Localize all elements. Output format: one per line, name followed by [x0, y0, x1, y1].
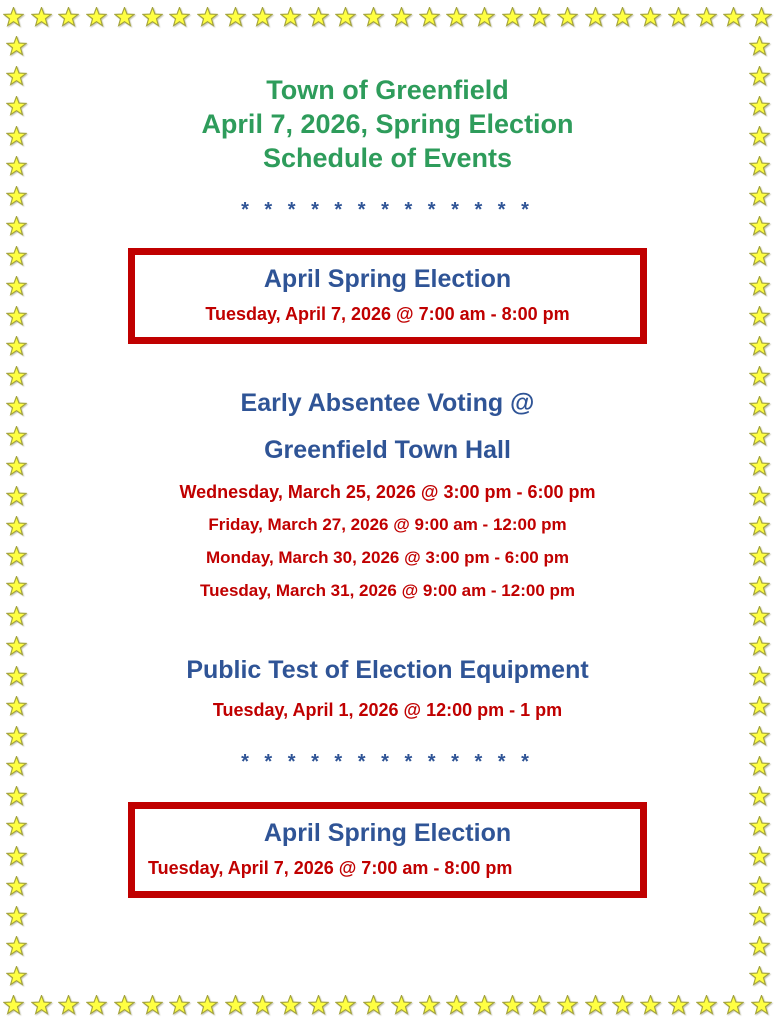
star-icon	[6, 96, 27, 116]
star-icon	[446, 995, 467, 1015]
star-icon	[749, 906, 770, 926]
star-icon	[6, 276, 27, 296]
star-icon	[58, 995, 79, 1015]
star-icon	[6, 816, 27, 836]
star-icon	[6, 156, 27, 176]
star-icon	[6, 216, 27, 236]
star-icon	[391, 7, 412, 27]
star-icon	[749, 96, 770, 116]
star-icon	[142, 995, 163, 1015]
star-icon	[749, 726, 770, 746]
star-icon	[6, 696, 27, 716]
page-title-line3: Schedule of Events	[262, 143, 513, 173]
flyer-content	[34, 30, 741, 994]
star-icon	[252, 995, 273, 1015]
star-icon	[419, 7, 440, 27]
election-box-top-title: April Spring Election	[263, 265, 512, 293]
star-icon	[6, 936, 27, 956]
star-icon	[557, 995, 578, 1015]
star-icon	[751, 995, 772, 1015]
star-icon	[6, 66, 27, 86]
star-icon	[6, 486, 27, 506]
star-icon	[6, 786, 27, 806]
star-icon	[557, 7, 578, 27]
star-icon	[749, 756, 770, 776]
star-icon	[335, 995, 356, 1015]
star-icon	[749, 606, 770, 626]
page-title-line1: Town of Greenfield	[266, 75, 509, 105]
star-border-bottom	[3, 992, 772, 1018]
star-icon	[749, 546, 770, 566]
star-icon	[474, 7, 495, 27]
star-icon	[225, 7, 246, 27]
star-icon	[668, 7, 689, 27]
star-icon	[391, 995, 412, 1015]
early-voting-session: Friday, March 27, 2026 @ 9:00 am - 12:00 pm	[208, 515, 567, 534]
star-icon	[723, 995, 744, 1015]
star-icon	[749, 666, 770, 686]
star-icon	[585, 995, 606, 1015]
star-icon	[58, 7, 79, 27]
star-icon	[749, 426, 770, 446]
early-voting-heading-line2: Greenfield Town Hall	[264, 436, 511, 464]
star-icon	[749, 246, 770, 266]
election-box-top	[128, 248, 647, 344]
public-test-date: Tuesday, April 1, 2026 @ 12:00 pm - 1 pm	[212, 700, 563, 720]
star-icon	[749, 696, 770, 716]
star-icon	[749, 216, 770, 236]
star-icon	[6, 246, 27, 266]
star-icon	[6, 906, 27, 926]
star-icon	[749, 786, 770, 806]
star-icon	[6, 366, 27, 386]
star-icon	[169, 995, 190, 1015]
page-title	[34, 73, 741, 175]
star-icon	[6, 36, 27, 56]
star-icon	[6, 396, 27, 416]
page-title-line2: April 7, 2026, Spring Election	[201, 109, 574, 139]
star-icon	[6, 756, 27, 776]
star-icon	[612, 7, 633, 27]
star-icon	[723, 7, 744, 27]
asterisk-separator: * * * * * * * * * * * * *	[241, 199, 534, 221]
star-icon	[749, 816, 770, 836]
star-icon	[6, 126, 27, 146]
star-icon	[6, 516, 27, 536]
star-icon	[197, 995, 218, 1015]
star-icon	[749, 396, 770, 416]
star-icon	[280, 7, 301, 27]
early-voting-session: Wednesday, March 25, 2026 @ 3:00 pm - 6:00 pm	[179, 482, 596, 502]
star-icon	[6, 876, 27, 896]
star-icon	[6, 666, 27, 686]
star-icon	[363, 995, 384, 1015]
star-icon	[749, 306, 770, 326]
early-voting-session-list	[34, 480, 741, 603]
star-icon	[749, 516, 770, 536]
star-icon	[6, 336, 27, 356]
public-test-heading: Public Test of Election Equipment	[186, 656, 589, 684]
star-icon	[474, 995, 495, 1015]
star-icon	[31, 7, 52, 27]
star-icon	[749, 336, 770, 356]
star-icon	[749, 186, 770, 206]
star-icon	[6, 966, 27, 986]
asterisk-separator: * * * * * * * * * * * * *	[241, 751, 534, 773]
star-icon	[749, 486, 770, 506]
star-icon	[529, 7, 550, 27]
star-icon	[749, 156, 770, 176]
star-icon	[640, 995, 661, 1015]
star-icon	[225, 995, 246, 1015]
early-voting-heading-line1: Early Absentee Voting @	[240, 389, 535, 417]
star-icon	[335, 7, 356, 27]
star-icon	[6, 726, 27, 746]
star-icon	[502, 7, 523, 27]
star-icon	[6, 546, 27, 566]
star-icon	[749, 66, 770, 86]
star-icon	[749, 366, 770, 386]
star-icon	[252, 7, 273, 27]
star-icon	[585, 7, 606, 27]
election-box-bottom-date: Tuesday, April 7, 2026 @ 7:00 am - 8:00 pm	[148, 858, 513, 878]
star-icon	[114, 995, 135, 1015]
star-icon	[6, 306, 27, 326]
star-icon	[169, 7, 190, 27]
star-icon	[749, 276, 770, 296]
election-box-bottom-title: April Spring Election	[263, 819, 512, 847]
star-icon	[6, 606, 27, 626]
star-icon	[749, 456, 770, 476]
star-icon	[749, 846, 770, 866]
star-icon	[749, 576, 770, 596]
election-box-top-date: Tuesday, April 7, 2026 @ 7:00 am - 8:00 pm	[205, 304, 570, 324]
star-icon	[419, 995, 440, 1015]
star-icon	[6, 636, 27, 656]
star-icon	[6, 846, 27, 866]
star-icon	[749, 636, 770, 656]
star-border-right	[746, 36, 772, 986]
star-icon	[696, 995, 717, 1015]
star-icon	[749, 126, 770, 146]
star-icon	[749, 966, 770, 986]
star-icon	[6, 426, 27, 446]
star-icon	[308, 995, 329, 1015]
election-box-bottom	[128, 802, 647, 898]
star-icon	[668, 995, 689, 1015]
star-icon	[86, 7, 107, 27]
early-voting-session: Tuesday, March 31, 2026 @ 9:00 am - 12:00 pm	[199, 581, 575, 600]
star-icon	[612, 995, 633, 1015]
star-icon	[308, 7, 329, 27]
star-icon	[31, 995, 52, 1015]
star-icon	[6, 576, 27, 596]
star-icon	[86, 995, 107, 1015]
star-border-left	[3, 36, 29, 986]
star-icon	[749, 876, 770, 896]
star-icon	[363, 7, 384, 27]
star-border-top	[3, 4, 772, 30]
star-icon	[749, 36, 770, 56]
star-icon	[3, 7, 24, 27]
star-icon	[114, 7, 135, 27]
star-icon	[142, 7, 163, 27]
star-icon	[6, 186, 27, 206]
star-icon	[749, 936, 770, 956]
star-icon	[6, 456, 27, 476]
star-icon	[280, 995, 301, 1015]
star-icon	[446, 7, 467, 27]
star-icon	[529, 995, 550, 1015]
star-icon	[696, 7, 717, 27]
star-icon	[640, 7, 661, 27]
star-icon	[197, 7, 218, 27]
star-icon	[502, 995, 523, 1015]
early-voting-session: Monday, March 30, 2026 @ 3:00 pm - 6:00 pm	[205, 548, 569, 567]
star-icon	[3, 995, 24, 1015]
star-icon	[751, 7, 772, 27]
